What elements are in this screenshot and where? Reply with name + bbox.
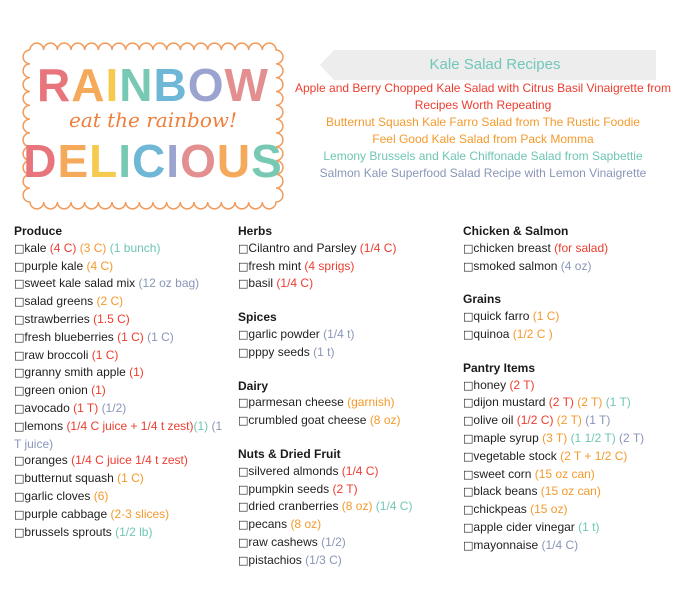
logo-letter: O [180,135,217,187]
item-name: fresh blueberries [24,329,118,344]
checkbox-icon[interactable]: □ [14,241,25,255]
item-quantity: (15 oz can) [534,466,595,481]
list-item [238,516,458,534]
section-produce [14,223,229,541]
list-item [238,534,458,552]
item-quantity: (4 C) [49,240,80,255]
list-item [463,377,678,395]
checkbox-icon[interactable]: □ [238,414,249,428]
item-name: parmesan cheese [248,395,348,410]
list-item [14,293,229,311]
column-herbs-spices-dairy-nuts [238,223,458,586]
item-quantity: (1 t) [313,344,335,359]
checkbox-icon[interactable]: □ [14,348,25,362]
logo-letter: I [166,135,181,187]
item-name: dijon mustard [473,395,549,410]
list-item [14,311,229,329]
checkbox-icon[interactable]: □ [463,396,474,410]
list-item [463,326,678,344]
item-name: kale [24,240,50,255]
column-produce [14,223,229,557]
checkbox-icon[interactable]: □ [238,500,249,514]
list-item [238,240,458,258]
checkbox-icon[interactable]: □ [463,538,474,552]
section-title: Herbs [238,224,273,238]
item-quantity: (8 oz) [341,499,376,514]
item-quantity: (1 C) [117,329,148,344]
recipe-link[interactable]: Butternut Squash Kale Farro Salad from The Rustic Foodie [326,115,640,129]
section-pantry-items [463,360,678,555]
logo-letter: W [224,59,269,111]
checkbox-icon[interactable]: □ [14,507,25,521]
item-name: raw cashews [248,534,322,549]
item-name: salad greens [24,294,97,309]
list-item [14,506,229,524]
banner-tip [320,50,334,80]
checkbox-icon[interactable]: □ [463,378,474,392]
checkbox-icon[interactable]: □ [14,295,25,309]
list-item [238,412,458,430]
section-title: Chicken & Salmon [463,224,569,238]
item-name: chickpeas [473,502,531,517]
item-name: vegetable stock [473,448,561,463]
logo-letter: N [119,59,154,111]
item-quantity: (1 T) [605,395,631,410]
checkbox-icon[interactable]: □ [238,345,249,359]
checkbox-icon[interactable]: □ [14,259,25,273]
item-quantity: (2 T) [556,413,586,428]
list-item [463,430,678,448]
list-item [238,258,458,276]
list-item [14,258,229,276]
checkbox-icon[interactable]: □ [463,503,474,517]
item-name: pumpkin seeds [248,481,333,496]
item-name: sweet kale salad mix [24,276,139,291]
item-quantity: (2 T) [332,481,358,496]
logo-letter: I [105,59,120,111]
list-item [14,400,229,418]
logo-letter: C [132,135,167,187]
list-item [238,481,458,499]
checkbox-icon[interactable]: □ [14,277,25,291]
section-title: Produce [14,224,63,238]
item-quantity: (2 T) [577,395,606,410]
item-quantity: (1 bunch) [109,240,161,255]
item-quantity: (1/2 C) [516,413,557,428]
checkbox-icon[interactable]: □ [238,464,249,478]
item-quantity: (1/4 C) [541,537,579,552]
item-quantity: (2-3 slices) [110,506,170,521]
list-item [463,537,678,555]
list-item [14,240,229,258]
item-name: sweet corn [473,466,535,481]
checkbox-icon[interactable]: □ [463,431,474,445]
rainbow-delicious-logo [22,42,284,210]
checkbox-icon[interactable]: □ [463,259,474,273]
checkbox-icon[interactable]: □ [14,384,25,398]
recipe-link[interactable]: Lemony Brussels and Kale Chiffonade Salad from Sapbettie [323,149,643,163]
section-grains [463,291,678,343]
item-name: fresh mint [248,258,305,273]
section-title: Nuts & Dried Fruit [238,446,341,461]
item-name: oranges [24,453,72,468]
item-quantity: (1/4 C juice 1/4 t zest) [71,453,188,468]
item-quantity: (8 oz) [290,517,322,532]
item-quantity: (1/4 C) [375,499,413,514]
item-quantity: (1/4 C) [359,240,397,255]
checkbox-icon[interactable]: □ [463,467,474,481]
section-spices [238,309,458,361]
item-name: silvered almonds [248,463,342,478]
checkbox-icon[interactable]: □ [238,518,249,532]
list-item [463,519,678,537]
item-name: butternut squash [24,471,118,486]
item-quantity: (1/4 t) [323,326,355,341]
checkbox-icon[interactable]: □ [14,330,25,344]
section-chicken-salmon [463,223,678,275]
checkbox-icon[interactable]: □ [463,241,474,255]
item-quantity: (1 C) [117,471,144,486]
checkbox-icon[interactable]: □ [14,312,25,326]
checkbox-icon[interactable]: □ [238,396,249,410]
list-item [14,382,229,400]
list-item [238,498,458,516]
item-name: chicken breast [473,240,555,255]
item-quantity: (2 T + 1/2 C) [560,448,628,463]
list-item [463,258,678,276]
list-item [463,448,678,466]
checkbox-icon[interactable]: □ [463,327,474,341]
logo-rainbow-word [22,58,284,112]
item-quantity: (1 T) [73,400,102,415]
checkbox-icon[interactable]: □ [238,259,249,273]
item-quantity: (1/2 C ) [512,326,553,341]
checkbox-icon[interactable]: □ [238,241,249,255]
item-quantity: (1/2 lb) [115,524,153,539]
item-quantity: (2 C) [96,294,124,309]
item-name: green onion [24,383,92,398]
column-protein-grains-pantry [463,223,678,571]
checkbox-icon[interactable]: □ [238,327,249,341]
item-name: honey [473,377,510,392]
logo-delicious-word [22,134,284,188]
checkbox-icon[interactable]: □ [14,366,25,380]
item-quantity: (4 sprigs) [304,258,355,273]
item-quantity: (6) [93,488,109,503]
logo-letter: S [251,135,283,187]
logo-letter: D [23,135,58,187]
section-title: Grains [463,292,502,307]
item-name: maple syrup [473,430,543,445]
item-name: pecans [248,517,291,532]
item-name: purple kale [24,258,87,273]
item-name: purple cabbage [24,506,111,521]
item-quantity: (1.5 C) [93,311,130,326]
item-quantity: (1) [193,418,212,433]
list-item [14,524,229,542]
checkbox-icon[interactable]: □ [238,277,249,291]
logo-letter: U [216,135,252,187]
list-item [463,483,678,501]
list-item [14,470,229,488]
item-quantity: (2 T) [548,395,578,410]
checkbox-icon[interactable]: □ [463,310,474,324]
item-quantity: (3 C) [79,240,110,255]
section-herbs [238,223,458,293]
item-name: pistachios [248,552,306,567]
list-item [238,275,458,293]
logo-letter: O [187,59,225,111]
section-dairy [238,378,458,430]
recipe-link[interactable]: Feel Good Kale Salad from Pack Momma [372,132,594,146]
item-quantity: (1/4 C) [276,276,314,291]
list-item [14,275,229,293]
checkbox-icon[interactable]: □ [14,472,25,486]
item-quantity: (1 T) [585,413,611,428]
recipe-link[interactable]: Salmon Kale Superfood Salad Recipe with Lemon Vinaigrette [319,166,647,180]
item-quantity: (2 T) [619,430,645,445]
checkbox-icon[interactable]: □ [238,482,249,496]
checkbox-icon[interactable]: □ [463,520,474,534]
item-name: quick farro [473,309,533,324]
item-quantity: (garnish) [347,395,395,410]
list-item [14,364,229,382]
banner-title: Kale Salad Recipes [429,56,561,73]
list-item [14,452,229,470]
item-quantity: (1 1/2 T) [570,430,620,445]
list-item [238,552,458,570]
item-quantity: (15 oz can) [540,484,601,499]
item-name: basil [248,276,277,291]
checkbox-icon[interactable]: □ [14,525,25,539]
logo-letter: I [118,135,133,187]
item-name: quinoa [473,326,513,341]
list-item [238,344,458,362]
item-name: Cilantro and Parsley [248,240,360,255]
item-quantity: (1 C) [532,309,560,324]
list-item [463,466,678,484]
list-item [463,240,678,258]
section-title: Pantry Items [463,360,536,375]
item-quantity: (8 oz) [369,413,401,428]
item-name: smoked salmon [473,258,561,273]
logo-letter: R [37,59,72,111]
item-name: mayonnaise [473,537,542,552]
item-quantity: (1/4 C) [341,463,379,478]
list-item [14,329,229,347]
item-name: raw broccoli [24,347,92,362]
item-quantity: (1/2) [101,400,127,415]
item-quantity: (12 oz bag) [138,276,200,291]
item-name: strawberries [24,311,94,326]
list-item [463,394,678,412]
checkbox-icon[interactable]: □ [14,401,25,415]
list-item [14,488,229,506]
item-quantity: (1) [129,365,144,380]
item-quantity: (3 T) [542,430,571,445]
section-title: Dairy [238,378,269,393]
item-name: garlic powder [248,326,324,341]
item-quantity: (15 oz) [530,502,568,517]
item-quantity: (1 C) [147,329,174,344]
item-name: crumbled goat cheese [248,413,370,428]
recipe-list [288,80,678,182]
item-name: brussels sprouts [24,524,116,539]
checkbox-icon[interactable]: □ [14,454,25,468]
list-item [238,394,458,412]
list-item [238,326,458,344]
list-item [463,501,678,519]
item-quantity: (1) [91,383,106,398]
logo-letter: L [89,135,119,187]
list-item [238,463,458,481]
item-quantity: (1/3 C) [305,552,342,567]
item-name: olive oil [473,413,517,428]
checkbox-icon[interactable]: □ [14,489,25,503]
item-quantity: (1/4 C juice + 1/4 t zest) [66,418,194,433]
checkbox-icon[interactable]: □ [238,535,249,549]
recipe-link[interactable]: Apple and Berry Chopped Kale Salad with Citrus Basil Vinaigrette from Recipes Worth Repeating [295,81,671,112]
checkbox-icon[interactable]: □ [463,485,474,499]
logo-letter: A [71,59,106,111]
logo-letter: E [57,135,90,187]
checkbox-icon[interactable]: □ [463,449,474,463]
recipes-banner [334,50,656,80]
logo-letter: B [153,59,188,111]
item-name: black beans [473,484,541,499]
item-name: garlic cloves [24,488,94,503]
item-quantity: (1 t) [578,519,600,534]
item-name: lemons [24,418,67,433]
item-name: apple cider vinegar [473,519,579,534]
item-quantity: (for salad) [554,240,609,255]
list-item [14,418,229,453]
logo-tagline: eat the rainbow! [68,108,238,132]
item-quantity: (4 C) [86,258,114,273]
list-item [463,412,678,430]
checkbox-icon[interactable]: □ [14,419,25,433]
item-quantity: (1/2) [321,534,346,549]
list-item [463,308,678,326]
section-title: Spices [238,310,277,325]
checkbox-icon[interactable]: □ [238,553,249,567]
item-name: dried cranberries [248,499,342,514]
item-name: granny smith apple [24,365,130,380]
section-nuts-dried-fruit [238,446,458,570]
item-name: avocado [24,400,74,415]
item-name: pppy seeds [248,344,314,359]
item-quantity: (4 oz) [560,258,592,273]
item-quantity: (2 T) [509,377,535,392]
item-quantity: (1 C) [91,347,119,362]
list-item [14,347,229,365]
checkbox-icon[interactable]: □ [463,414,474,428]
item-quantity: (1 T juice) [14,418,223,451]
